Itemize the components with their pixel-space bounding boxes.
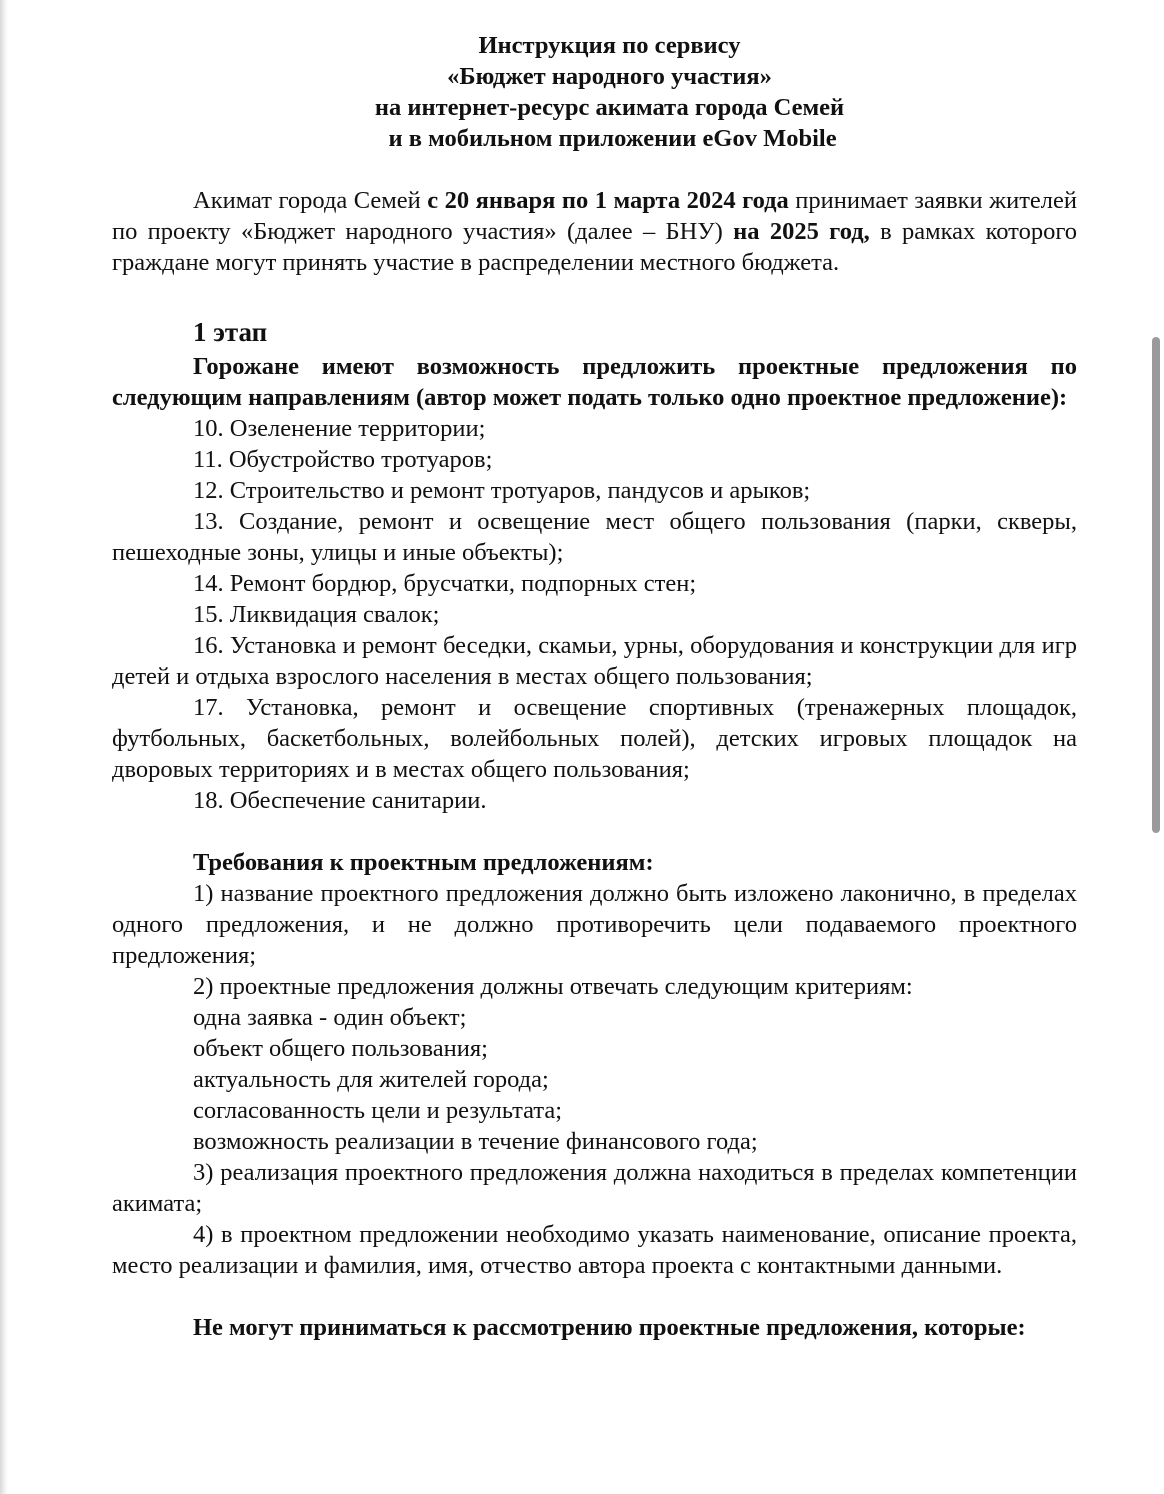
stage-lead: Горожане имеют возможность предложить проектные предложения по следующим направлениям (автор может подать только одно проектное предложение): [112, 353, 1077, 411]
intro-paragraph [112, 185, 1077, 278]
title-line-1: Инструкция по сервису [478, 32, 741, 59]
document-title [142, 30, 1077, 154]
intro-text-3: в рамках которого граждане могут принять участие в распределении местного бюджета. [112, 218, 1078, 276]
list-item: 11. Обустройство тротуаров; [193, 446, 493, 473]
list-item: 18. Обеспечение санитарии. [193, 787, 487, 814]
list-item: 13. Создание, ремонт и освещение мест общего пользования (парки, скверы, пешеходные зоны, улицы и иные объекты); [112, 508, 1077, 566]
list-item: 12. Строительство и ремонт тротуаров, пандусов и арыков; [193, 477, 811, 504]
title-line-3: на интернет-ресурс акимата города Семей [374, 94, 845, 121]
requirement-3: 3) реализация проектного предложения должна находиться в пределах компетенции акимата; [112, 1159, 1077, 1217]
intro-year: на 2025 год, [733, 218, 870, 245]
requirement-4: 4) в проектном предложении необходимо указать наименование, описание проекта, место реализации и фамилия, имя, отчество автора проекта с контактными данными. [112, 1221, 1077, 1279]
stage-heading: 1 этап [193, 317, 268, 347]
page-left-edge [0, 0, 8, 1494]
list-item: 15. Ликвидация свалок; [193, 601, 440, 628]
criterion-item: возможность реализации в течение финансового года; [193, 1128, 758, 1155]
title-line-2: «Бюджет народного участия» [447, 63, 772, 90]
criterion-item: актуальность для жителей города; [193, 1066, 549, 1093]
rejected-heading: Не могут приниматься к рассмотрению проектные предложения, которые: [193, 1314, 1026, 1341]
intro-dates: с 20 января по 1 марта 2024 года [427, 187, 789, 214]
vertical-scrollbar[interactable] [1152, 337, 1160, 833]
list-item: 14. Ремонт бордюр, брусчатки, подпорных стен; [193, 570, 697, 597]
list-item: 17. Установка, ремонт и освещение спортивных (тренажерных площадок, футбольных, баскетбольных, волейбольных полей), детских игровых площадок на дворовых территориях и в местах общего пользования; [112, 694, 1077, 783]
criterion-item: одна заявка - один объект; [193, 1004, 467, 1031]
criterion-item: согласованность цели и результата; [193, 1097, 563, 1124]
list-item: 16. Установка и ремонт беседки, скамьи, урны, оборудования и конструкции для игр детей и отдыха взрослого населения в местах общего пользования; [112, 632, 1077, 690]
list-item: 10. Озеленение территории; [193, 415, 486, 442]
requirements-heading: Требования к проектным предложениям: [193, 849, 654, 876]
document-page [112, 30, 1077, 1343]
intro-text-1: Акимат города Семей [193, 187, 428, 214]
requirement-2: 2) проектные предложения должны отвечать следующим критериям: [193, 973, 913, 1000]
requirement-1: 1) название проектного предложения должно быть изложено лаконично, в пределах одного предложения, и не должно противоречить цели подаваемого проектного предложения; [112, 880, 1077, 969]
intro-text-2: принимает заявки жителей по проекту «Бюджет народного участия» (далее – БНУ) [112, 187, 1077, 245]
criterion-item: объект общего пользования; [193, 1035, 488, 1062]
title-line-4: и в мобильном приложении eGov Mobile [382, 125, 837, 152]
